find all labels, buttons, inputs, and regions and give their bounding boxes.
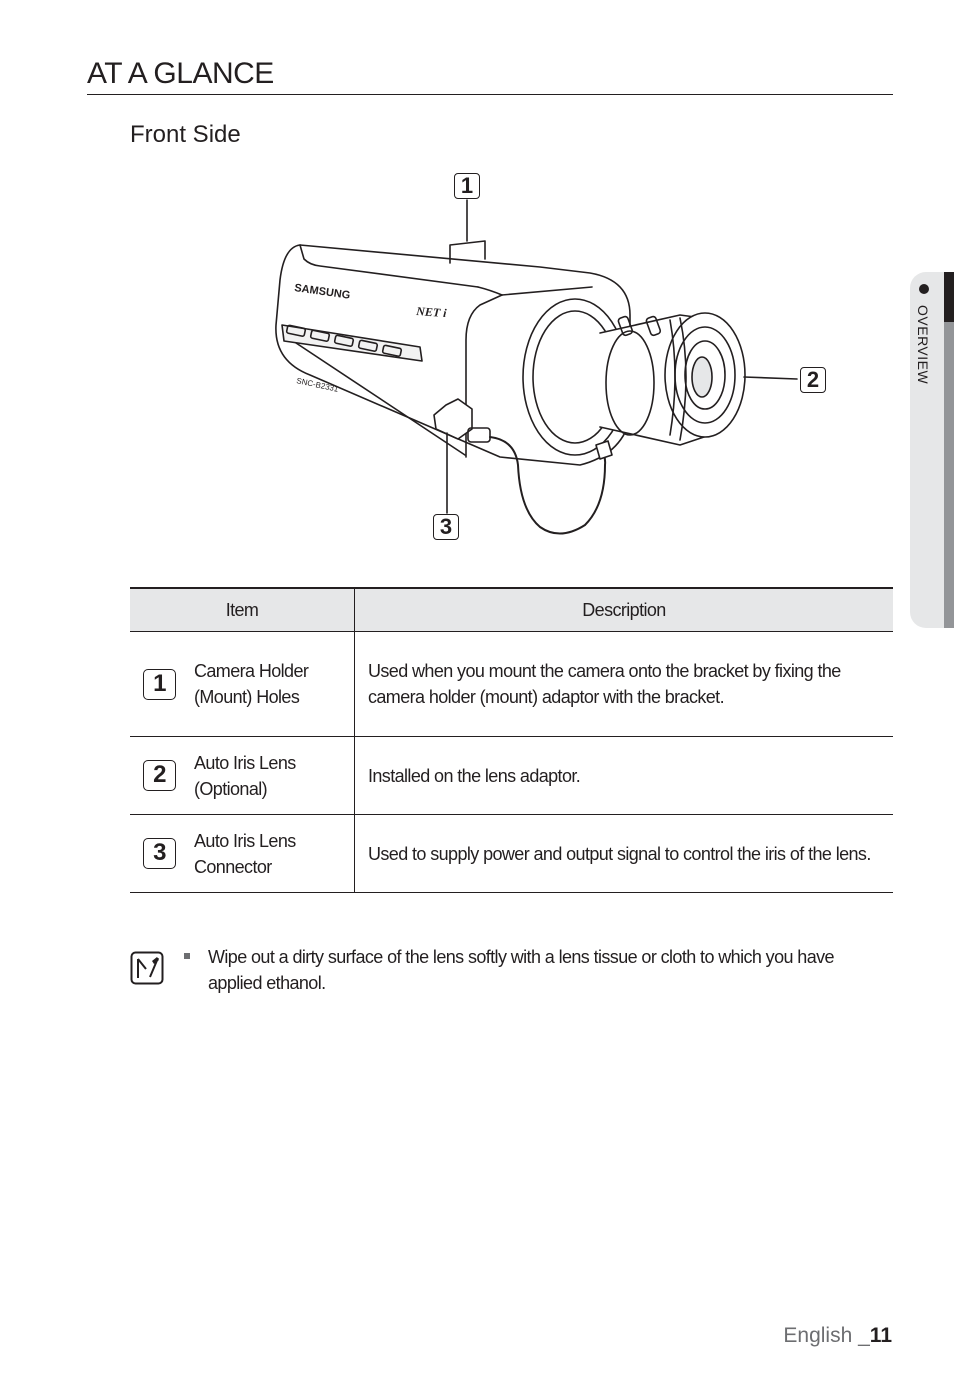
page-footer bbox=[783, 1324, 892, 1348]
page-title: AT A GLANCE bbox=[87, 56, 893, 95]
item-label-line2: (Optional) bbox=[194, 778, 268, 799]
side-tab-bar-marker bbox=[944, 272, 954, 322]
section-title: Front Side bbox=[130, 121, 241, 148]
item-label-line2: Connector bbox=[194, 856, 272, 877]
item-label-line1: Camera Holder bbox=[194, 661, 309, 681]
camera-model-text: SNC-B2331 bbox=[295, 376, 340, 394]
camera-logo-text: NET i bbox=[415, 304, 448, 321]
item-description: Installed on the lens adaptor. bbox=[368, 765, 581, 786]
item-description: Used to supply power and output signal to control the iris of the lens. bbox=[368, 843, 871, 864]
bullet-dot-icon bbox=[919, 284, 929, 294]
callout-2: 2 bbox=[800, 367, 826, 393]
table-header-item: Item bbox=[130, 588, 355, 632]
side-tab-label: OVERVIEW bbox=[915, 305, 931, 385]
camera-brand-text: SAMSUNG bbox=[293, 282, 351, 302]
callout-1: 1 bbox=[454, 173, 480, 199]
footer-language: English _ bbox=[783, 1324, 870, 1347]
table-cell-item bbox=[130, 632, 355, 737]
item-table bbox=[130, 587, 893, 893]
table-header-description: Description bbox=[355, 588, 894, 632]
camera-figure bbox=[240, 165, 860, 555]
note-text: Wipe out a dirty surface of the lens softly with a lens tissue or cloth to which you have applied ethanol. bbox=[208, 947, 834, 993]
camera-illustration bbox=[240, 165, 860, 555]
table-row bbox=[130, 737, 893, 815]
callout-3: 3 bbox=[433, 514, 459, 540]
side-tab-overview bbox=[910, 272, 954, 628]
table-row bbox=[130, 815, 893, 893]
item-label-line2: (Mount) Holes bbox=[194, 687, 300, 707]
item-number-badge: 2 bbox=[143, 760, 176, 791]
table-row bbox=[130, 632, 893, 737]
side-tab-bar bbox=[944, 272, 954, 628]
table-cell-description bbox=[355, 815, 894, 893]
table-cell-item bbox=[130, 737, 355, 815]
table-header-row bbox=[130, 588, 893, 632]
item-number-badge: 3 bbox=[143, 838, 176, 869]
note-bullet bbox=[184, 953, 190, 959]
note-box bbox=[130, 944, 893, 1004]
note-pencil-icon bbox=[130, 951, 164, 985]
item-label-line1: Auto Iris Lens bbox=[194, 752, 296, 773]
page-number: 11 bbox=[869, 1324, 892, 1347]
table-cell-description bbox=[355, 737, 894, 815]
item-description: Used when you mount the camera onto the bracket by fixing the camera holder (mount) adaptor with the bracket. bbox=[368, 661, 841, 707]
item-label-line1: Auto Iris Lens bbox=[194, 830, 296, 851]
item-number-badge: 1 bbox=[143, 669, 176, 700]
table-cell-item bbox=[130, 815, 355, 893]
table-cell-description bbox=[355, 632, 894, 737]
